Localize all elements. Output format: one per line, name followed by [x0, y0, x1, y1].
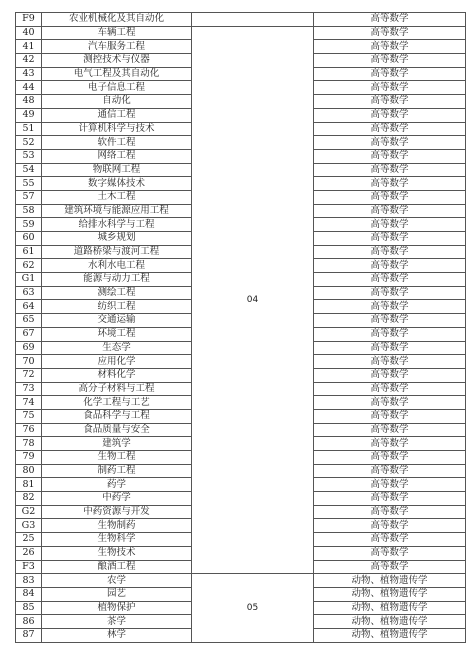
major-name-cell: 药学 — [42, 478, 192, 492]
major-code-cell: 82 — [16, 492, 42, 506]
major-name-cell: 自动化 — [42, 95, 192, 109]
major-name-cell: 食品科学与工程 — [42, 409, 192, 423]
exam-subject-cell: 高等数学 — [314, 218, 466, 232]
major-code-cell: 69 — [16, 341, 42, 355]
major-code-cell: F9 — [16, 13, 42, 27]
major-code-cell: 87 — [16, 628, 42, 642]
major-name-cell: 软件工程 — [42, 136, 192, 150]
major-name-cell: 农业机械化及其自动化 — [42, 13, 192, 27]
major-code-cell: 58 — [16, 204, 42, 218]
exam-subject-cell: 高等数学 — [314, 54, 466, 68]
major-code-cell: 52 — [16, 136, 42, 150]
major-code-cell: 64 — [16, 300, 42, 314]
major-code-cell: 49 — [16, 108, 42, 122]
major-name-cell: 化学工程与工艺 — [42, 396, 192, 410]
major-code-cell: 86 — [16, 615, 42, 629]
major-code-cell: 74 — [16, 396, 42, 410]
major-name-cell: 环境工程 — [42, 327, 192, 341]
major-code-cell: 78 — [16, 437, 42, 451]
major-code-cell: 42 — [16, 54, 42, 68]
exam-subject-cell: 高等数学 — [314, 505, 466, 519]
group-code-cell: 05 — [192, 574, 314, 642]
major-code-cell: 57 — [16, 190, 42, 204]
major-name-cell: 土木工程 — [42, 190, 192, 204]
major-code-cell: 79 — [16, 451, 42, 465]
major-code-cell: 83 — [16, 574, 42, 588]
exam-subject-cell: 高等数学 — [314, 149, 466, 163]
major-code-cell: 67 — [16, 327, 42, 341]
major-code-cell: 51 — [16, 122, 42, 136]
major-name-cell: 测绘工程 — [42, 286, 192, 300]
exam-subject-cell: 高等数学 — [314, 286, 466, 300]
exam-subject-cell: 高等数学 — [314, 136, 466, 150]
exam-subject-cell: 高等数学 — [314, 423, 466, 437]
major-code-cell: 53 — [16, 149, 42, 163]
exam-subject-cell: 高等数学 — [314, 355, 466, 369]
exam-subject-cell: 高等数学 — [314, 13, 466, 27]
exam-subject-cell: 高等数学 — [314, 478, 466, 492]
exam-subject-cell: 高等数学 — [314, 533, 466, 547]
exam-subject-cell: 高等数学 — [314, 560, 466, 574]
major-code-cell: 65 — [16, 314, 42, 328]
major-subject-table — [15, 12, 466, 643]
major-code-cell: 73 — [16, 382, 42, 396]
major-name-cell: 数字媒体技术 — [42, 177, 192, 191]
table-row — [16, 574, 466, 588]
major-code-cell: 43 — [16, 67, 42, 81]
major-name-cell: 中药资源与开发 — [42, 505, 192, 519]
major-name-cell: 林学 — [42, 628, 192, 642]
major-code-cell: 25 — [16, 533, 42, 547]
major-name-cell: 材料化学 — [42, 368, 192, 382]
major-code-cell: 80 — [16, 464, 42, 478]
major-name-cell: 生物科学 — [42, 533, 192, 547]
major-name-cell: 电子信息工程 — [42, 81, 192, 95]
major-code-cell: 44 — [16, 81, 42, 95]
major-name-cell: 酿酒工程 — [42, 560, 192, 574]
major-name-cell: 茶学 — [42, 615, 192, 629]
major-name-cell: 应用化学 — [42, 355, 192, 369]
exam-subject-cell: 高等数学 — [314, 314, 466, 328]
exam-subject-cell: 高等数学 — [314, 67, 466, 81]
exam-subject-cell: 高等数学 — [314, 437, 466, 451]
exam-subject-cell: 高等数学 — [314, 300, 466, 314]
major-name-cell: 生物技术 — [42, 546, 192, 560]
exam-subject-cell: 高等数学 — [314, 464, 466, 478]
major-name-cell: 食品质量与安全 — [42, 423, 192, 437]
major-code-cell: 72 — [16, 368, 42, 382]
major-name-cell: 通信工程 — [42, 108, 192, 122]
major-code-cell: 84 — [16, 587, 42, 601]
major-name-cell: 园艺 — [42, 587, 192, 601]
exam-subject-cell: 高等数学 — [314, 273, 466, 287]
major-name-cell: 纺织工程 — [42, 300, 192, 314]
group-code-cell: 04 — [192, 26, 314, 574]
major-name-cell: 中药学 — [42, 492, 192, 506]
major-name-cell: 制药工程 — [42, 464, 192, 478]
exam-subject-cell: 高等数学 — [314, 382, 466, 396]
major-name-cell: 能源与动力工程 — [42, 273, 192, 287]
major-name-cell: 交通运输 — [42, 314, 192, 328]
major-code-cell: 55 — [16, 177, 42, 191]
exam-subject-cell: 高等数学 — [314, 245, 466, 259]
exam-subject-cell: 动物、植物遗传学 — [314, 601, 466, 615]
major-code-cell: G2 — [16, 505, 42, 519]
major-name-cell: 测控技术与仪器 — [42, 54, 192, 68]
major-code-cell: 41 — [16, 40, 42, 54]
exam-subject-cell: 动物、植物遗传学 — [314, 615, 466, 629]
major-name-cell: 农学 — [42, 574, 192, 588]
major-code-cell: G1 — [16, 273, 42, 287]
major-code-cell: G3 — [16, 519, 42, 533]
exam-subject-cell: 高等数学 — [314, 368, 466, 382]
major-code-cell: 61 — [16, 245, 42, 259]
major-name-cell: 植物保护 — [42, 601, 192, 615]
exam-subject-cell: 高等数学 — [314, 546, 466, 560]
exam-subject-cell: 高等数学 — [314, 492, 466, 506]
major-name-cell: 生物制药 — [42, 519, 192, 533]
exam-subject-cell: 高等数学 — [314, 122, 466, 136]
table-body — [16, 13, 466, 643]
major-code-cell: 62 — [16, 259, 42, 273]
major-name-cell: 生态学 — [42, 341, 192, 355]
exam-subject-cell: 高等数学 — [314, 95, 466, 109]
exam-subject-cell: 高等数学 — [314, 259, 466, 273]
exam-subject-cell: 高等数学 — [314, 451, 466, 465]
exam-subject-cell: 高等数学 — [314, 519, 466, 533]
major-code-cell: 26 — [16, 546, 42, 560]
exam-subject-cell: 高等数学 — [314, 163, 466, 177]
major-name-cell: 高分子材料与工程 — [42, 382, 192, 396]
exam-subject-cell: 高等数学 — [314, 204, 466, 218]
major-name-cell: 给排水科学与工程 — [42, 218, 192, 232]
major-code-cell: 81 — [16, 478, 42, 492]
exam-subject-cell: 动物、植物遗传学 — [314, 574, 466, 588]
major-code-cell: 70 — [16, 355, 42, 369]
exam-subject-cell: 高等数学 — [314, 327, 466, 341]
major-name-cell: 生物工程 — [42, 451, 192, 465]
exam-subject-cell: 高等数学 — [314, 396, 466, 410]
major-name-cell: 建筑环境与能源应用工程 — [42, 204, 192, 218]
major-code-cell: 60 — [16, 232, 42, 246]
exam-subject-cell: 高等数学 — [314, 409, 466, 423]
major-name-cell: 网络工程 — [42, 149, 192, 163]
exam-subject-cell: 高等数学 — [314, 177, 466, 191]
major-code-cell: 63 — [16, 286, 42, 300]
table-row — [16, 13, 466, 27]
major-code-cell: 40 — [16, 26, 42, 40]
major-name-cell: 建筑学 — [42, 437, 192, 451]
major-name-cell: 城乡规划 — [42, 232, 192, 246]
exam-subject-cell: 高等数学 — [314, 341, 466, 355]
major-code-cell: 76 — [16, 423, 42, 437]
major-name-cell: 水利水电工程 — [42, 259, 192, 273]
major-name-cell: 车辆工程 — [42, 26, 192, 40]
major-code-cell: F3 — [16, 560, 42, 574]
exam-subject-cell: 高等数学 — [314, 190, 466, 204]
exam-subject-cell: 高等数学 — [314, 40, 466, 54]
exam-subject-cell: 高等数学 — [314, 232, 466, 246]
exam-subject-cell: 高等数学 — [314, 81, 466, 95]
group-code-cell — [192, 13, 314, 27]
major-code-cell: 59 — [16, 218, 42, 232]
table-row — [16, 26, 466, 40]
major-code-cell: 75 — [16, 409, 42, 423]
major-code-cell: 48 — [16, 95, 42, 109]
exam-subject-cell: 高等数学 — [314, 108, 466, 122]
exam-subject-cell: 高等数学 — [314, 26, 466, 40]
major-name-cell: 道路桥梁与渡河工程 — [42, 245, 192, 259]
major-code-cell: 85 — [16, 601, 42, 615]
exam-subject-cell: 动物、植物遗传学 — [314, 587, 466, 601]
major-name-cell: 电气工程及其自动化 — [42, 67, 192, 81]
major-name-cell: 物联网工程 — [42, 163, 192, 177]
exam-subject-cell: 动物、植物遗传学 — [314, 628, 466, 642]
major-name-cell: 计算机科学与技术 — [42, 122, 192, 136]
major-code-cell: 54 — [16, 163, 42, 177]
major-name-cell: 汽车服务工程 — [42, 40, 192, 54]
